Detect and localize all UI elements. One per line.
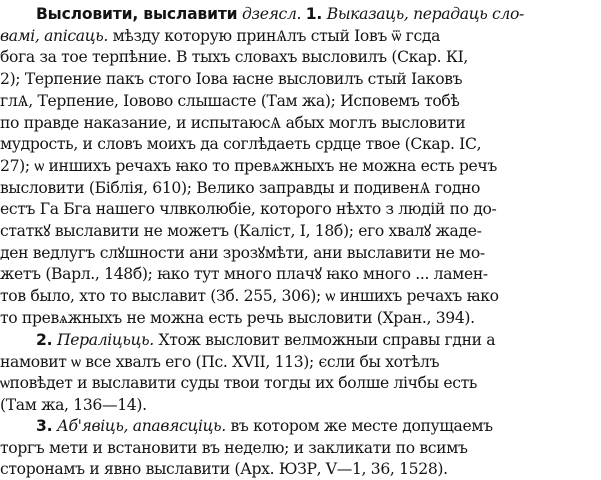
headword-text: 2. bbox=[36, 331, 53, 349]
citation-text: мѣзду которую принѦлъ стый Іовъ ѿ гсда bbox=[108, 26, 441, 45]
citation-text: естъ Га Бга нашего члвколюбіе, которого нѣхто з людій по до- bbox=[0, 200, 497, 219]
gloss-text: вамі, апісаць. bbox=[0, 26, 108, 45]
text-line bbox=[0, 133, 481, 155]
citation-text: торгъ мети и встановити въ неделю; и закликати по всимъ bbox=[0, 438, 468, 457]
text-line bbox=[36, 329, 495, 351]
citation-text: Хтож высловит велможныи справы гдни а bbox=[153, 331, 496, 349]
headword-text: 1. bbox=[305, 5, 323, 23]
citation-text: то превѧжныхъ не можна есть речь высловити (Хран., 394). bbox=[0, 308, 475, 327]
headword-text: 3. bbox=[36, 417, 53, 435]
citation-text: намовит ѡ все хвалъ его (Пс. XVII, 113); єсли бы хотѣлъ bbox=[0, 352, 440, 371]
text-line bbox=[0, 220, 482, 242]
citation-text: тов было, хто то выславит (Зб. 255, 306); ѡ иншихъ речахъ ꙗко bbox=[0, 287, 499, 306]
text-line bbox=[0, 90, 459, 112]
text-line bbox=[0, 25, 440, 47]
gloss-text: дзеясл. bbox=[237, 5, 306, 23]
citation-text: мудрость, и словъ моихъ да соглѣдаеть срдце твое (Скар. ІС, bbox=[0, 135, 482, 154]
text-line bbox=[0, 112, 465, 134]
text-line bbox=[0, 285, 499, 307]
citation-text: 2); Терпение пакъ стого Іова ꙗсне высловилъ стый Іаковъ bbox=[0, 70, 463, 89]
citation-text: 27); ѡ иншихъ речахъ ꙗко то превѧжныхъ не можна есть речъ bbox=[0, 156, 497, 175]
citation-text: жетъ (Варл., 148б); ꙗко тут много плачꙋ ꙗко много ... ламен- bbox=[0, 265, 488, 284]
citation-text: сторонамъ и явно выславити (Арх. ЮЗР, V—1, 36, 1528). bbox=[0, 460, 448, 479]
text-line bbox=[0, 307, 475, 329]
citation-text: (Там жа, 136—14). bbox=[0, 396, 147, 415]
text-line bbox=[36, 415, 493, 437]
text-line bbox=[0, 68, 462, 90]
text-line bbox=[0, 394, 147, 416]
citation-text: высловити (Біблія, 610); Велико заправды и подивенѦ годно bbox=[0, 178, 481, 197]
citation-text: бога за тое терпѣние. В тыхъ словахъ высловилъ (Скар. КІ, bbox=[0, 48, 468, 67]
citation-text: глѦ, Терпение, Іовово слышасте (Там жа); Исповемъ тобѣ bbox=[0, 91, 460, 110]
text-line bbox=[0, 177, 480, 199]
text-line bbox=[0, 458, 448, 480]
text-line bbox=[0, 351, 439, 373]
gloss-text: Пераліцьць. bbox=[52, 331, 154, 349]
headword-text: Высловити, выславити bbox=[36, 5, 238, 23]
text-line bbox=[36, 3, 524, 25]
citation-text: ден ведлугъ слꙋшности ани зрозꙋмѣти, ани выславити не мо- bbox=[0, 243, 485, 262]
text-line bbox=[0, 155, 497, 177]
citation-text: статкꙋ выславити не можетъ (Каліст, І, 18б); его хвалꙋ жаде- bbox=[0, 222, 482, 240]
citation-text: по правде наказание, и испытаюсѦ абых моглъ высловити bbox=[0, 113, 466, 132]
citation-text: ѡповѣдет и выславити суды твои тогды их болше лічбы есть bbox=[0, 374, 478, 393]
text-line bbox=[0, 372, 477, 394]
text-line bbox=[0, 263, 488, 285]
text-line bbox=[0, 198, 496, 220]
citation-text: въ котором же месте допущаемъ bbox=[225, 417, 493, 435]
gloss-text: Аб'явіць, апавясціць. bbox=[52, 417, 226, 435]
text-line bbox=[0, 437, 468, 459]
text-line bbox=[0, 46, 468, 68]
gloss-text: Выказаць, перадаць сло- bbox=[322, 5, 524, 23]
text-line bbox=[0, 242, 485, 264]
